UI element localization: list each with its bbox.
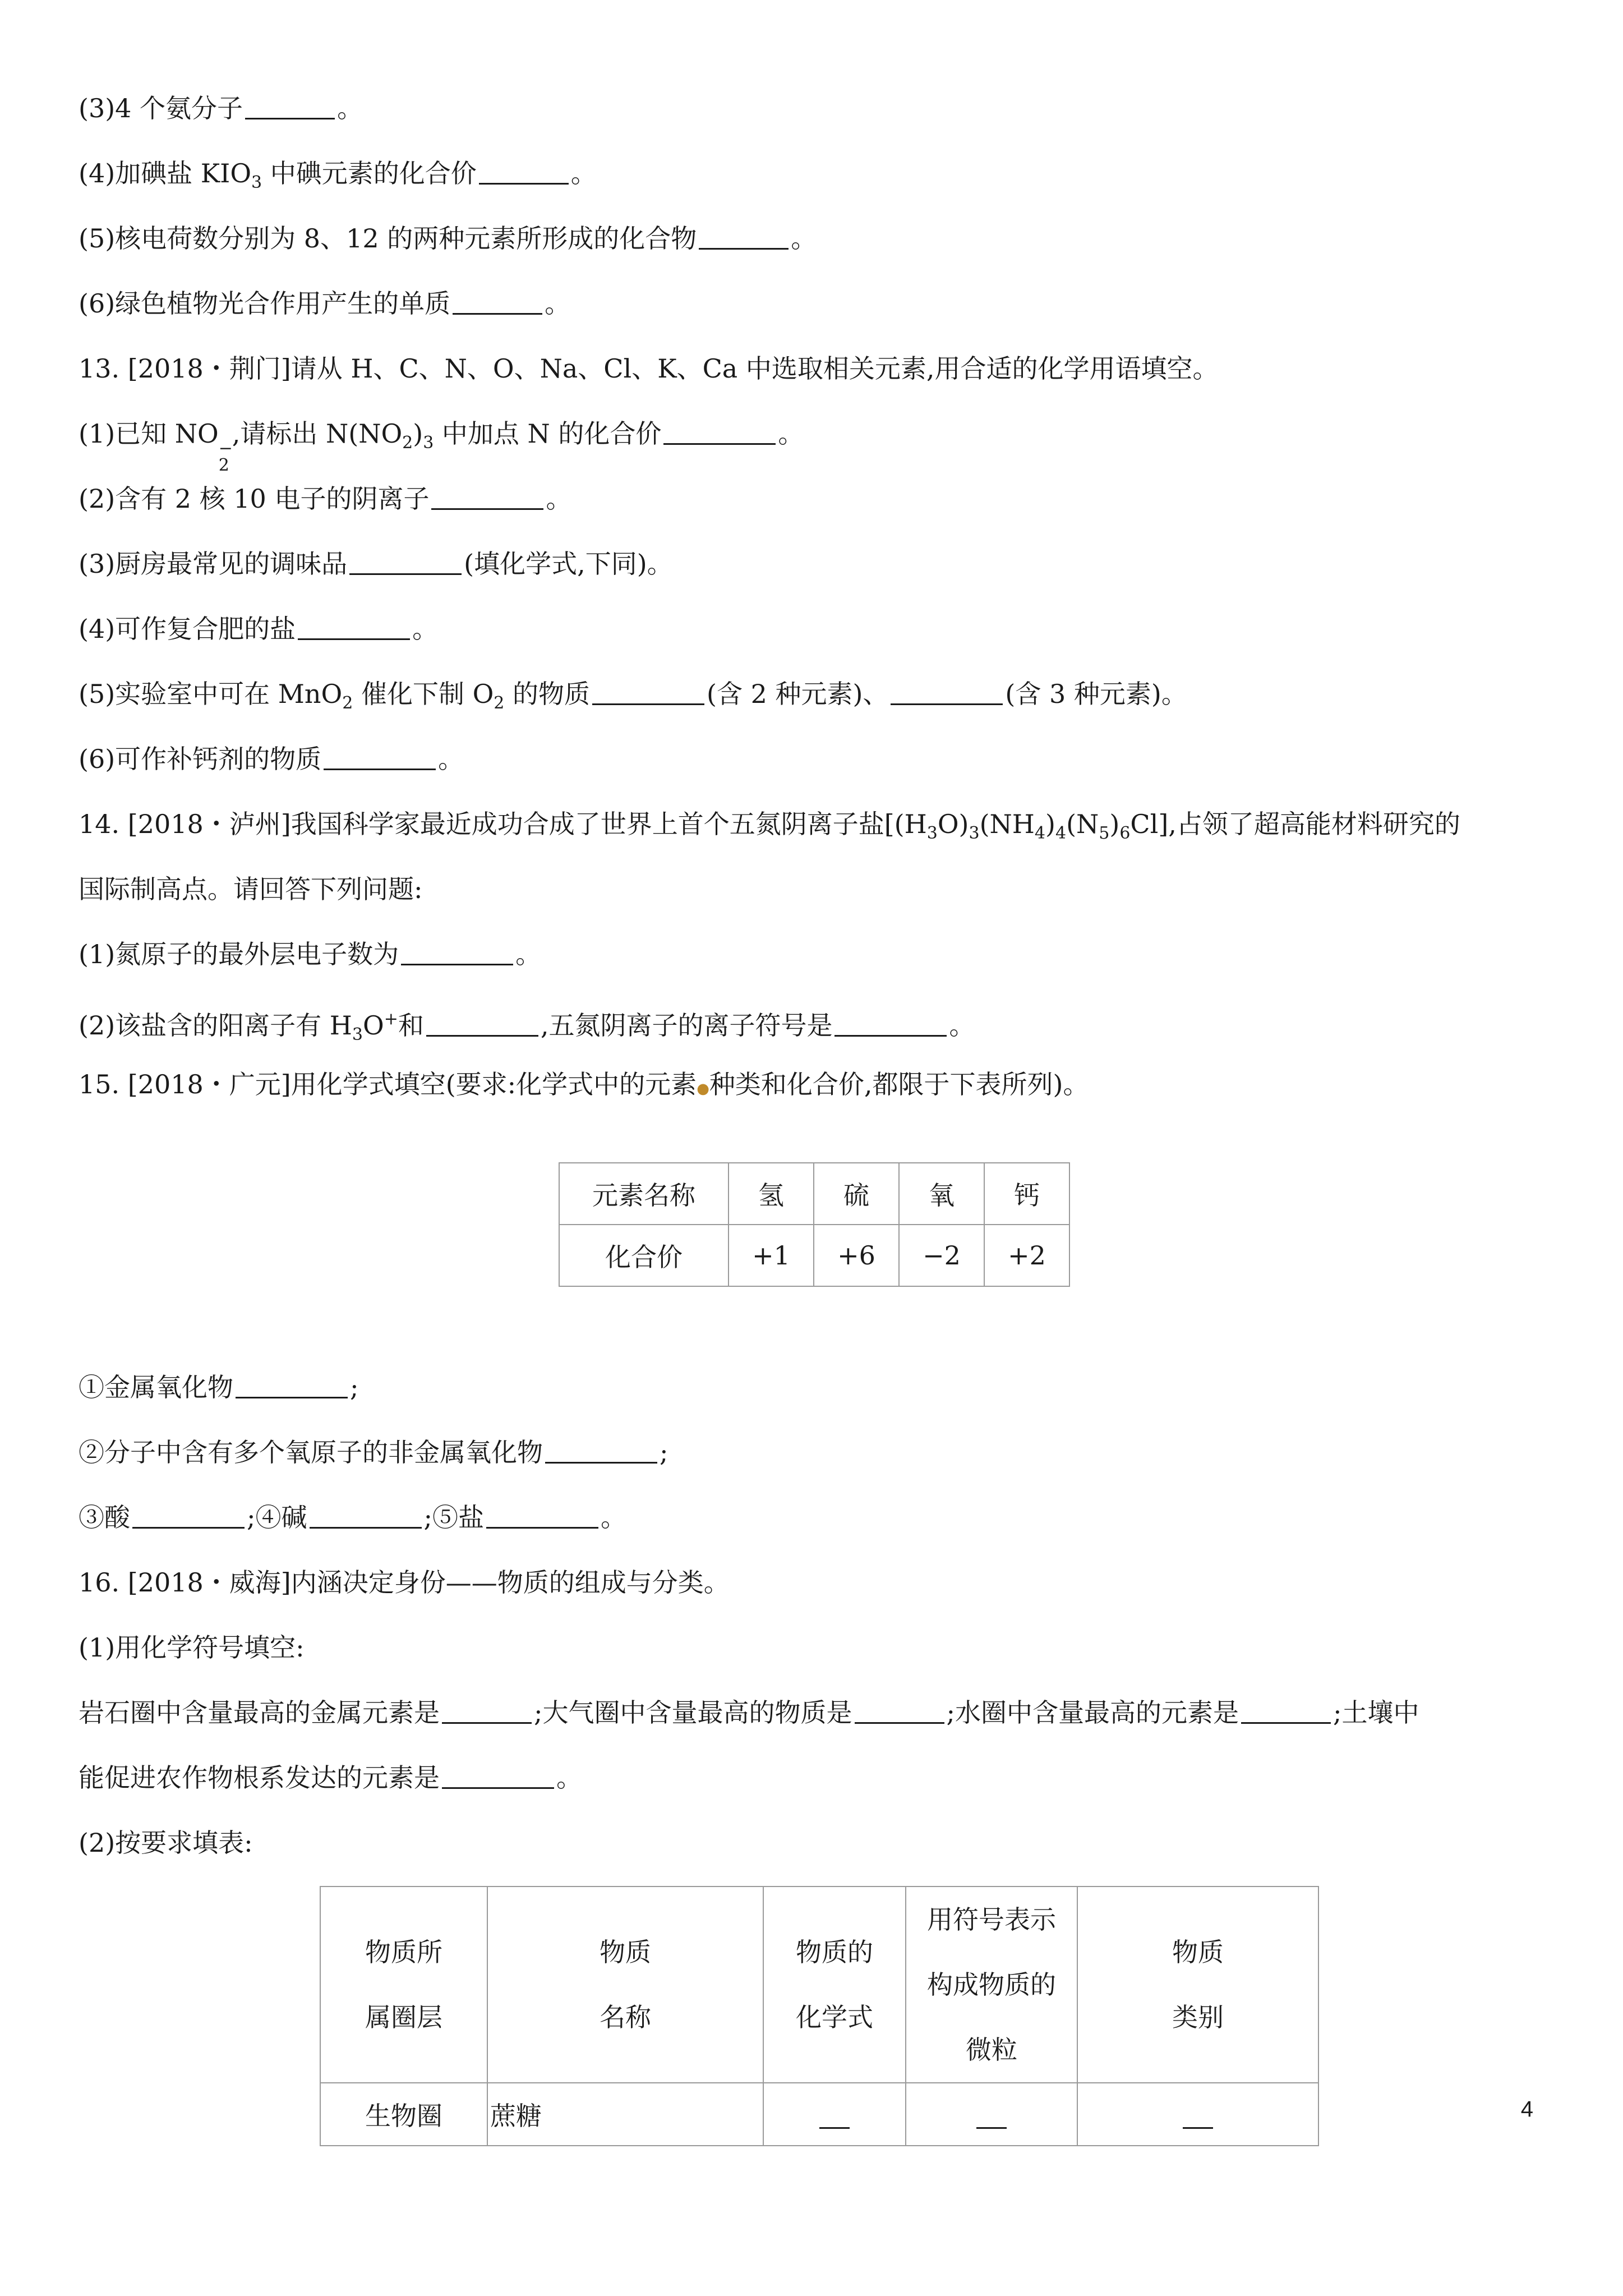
answer-blank[interactable] bbox=[442, 1765, 554, 1789]
q13-heading: 13. [2018・荆门]请从 H、C、N、O、Na、Cl、K、Ca 中选取相关元素,用合适的化学用语填空。 bbox=[79, 353, 1219, 384]
q16-part-1-line-2: 能促进农作物根系发达的元素是 。 bbox=[79, 1763, 582, 1793]
answer-blank[interactable] bbox=[236, 1374, 348, 1398]
answer-blank[interactable] bbox=[486, 1504, 598, 1529]
q16-part-1-line-1: 岩石圈中含量最高的金属元素是 ;大气圈中含量最高的物质是 ;水圈中含量最高的元素是 ;土壤中 bbox=[79, 1697, 1419, 1728]
answer-blank[interactable] bbox=[453, 291, 542, 315]
answer-blank[interactable] bbox=[855, 1700, 944, 1724]
q15-answer-2: ②分子中含有多个氧原子的非金属氧化物 ; bbox=[79, 1437, 668, 1467]
answer-blank[interactable] bbox=[132, 1504, 245, 1529]
answer-blank[interactable] bbox=[298, 616, 410, 640]
answer-blank[interactable] bbox=[324, 746, 436, 770]
answer-blank[interactable] bbox=[479, 160, 569, 185]
q13-item-6: (6)可作补钙剂的物质 。 bbox=[79, 744, 464, 774]
header-name: 物质 名称 bbox=[487, 1887, 763, 2083]
answer-blank[interactable] bbox=[442, 1700, 532, 1724]
q13-item-4: (4)可作复合肥的盐 。 bbox=[79, 614, 439, 644]
substance-table-header bbox=[320, 1887, 1318, 2083]
valence-table-row-values: 化合价 +1 +6 −2 +2 bbox=[559, 1225, 1069, 1286]
q12-item-3: (3)4 个氨分子 。 bbox=[79, 93, 363, 123]
answer-blank[interactable] bbox=[1241, 1700, 1331, 1724]
q12-item-6: (6)绿色植物光合作用产生的单质 。 bbox=[79, 288, 571, 319]
answer-blank[interactable] bbox=[431, 486, 543, 510]
answer-blank[interactable] bbox=[891, 681, 1003, 705]
q16-heading: 16. [2018・威海]内涵决定身份——物质的组成与分类。 bbox=[79, 1567, 730, 1598]
header-formula: 物质的 化学式 bbox=[763, 1887, 906, 2083]
header-category: 物质 类别 bbox=[1077, 1887, 1318, 2083]
q14-heading-line-2: 国际制高点。请回答下列问题: bbox=[79, 874, 423, 904]
header-sphere: 物质所 属圈层 bbox=[320, 1887, 487, 2083]
q12-item-4: (4)加碘盐 $KIO_3$ 中碘元素的化合价 。 bbox=[79, 158, 597, 192]
q13-item-3: (3)厨房最常见的调味品 (填化学式,下同)。 bbox=[79, 549, 673, 579]
valence-table bbox=[559, 1162, 1070, 1287]
q15-answer-1: ①金属氧化物 ; bbox=[79, 1372, 359, 1402]
q15-heading: 15. [2018・广元]用化学式填空(要求:化学式中的元素●种类和化合价,都限于下表所列)。 bbox=[79, 1069, 1089, 1099]
answer-blank[interactable] bbox=[976, 2116, 1007, 2129]
q16-part-1: (1)用化学符号填空: bbox=[79, 1632, 305, 1663]
q14-item-1: (1)氮原子的最外层电子数为 。 bbox=[79, 939, 542, 969]
q12-item-3-text: (3)4 个氨分子 bbox=[79, 93, 243, 123]
q12-item-5: (5)核电荷数分别为 8、12 的两种元素所形成的化合物 。 bbox=[79, 223, 817, 254]
answer-blank[interactable] bbox=[401, 941, 513, 965]
q14-item-2: (2)该盐含的阳离子有 $H_3O^+$和 ,五氮阴离子的离子符号是 。 bbox=[79, 1009, 975, 1045]
valence-table-row-names: 元素名称 氢 硫 氧 钙 bbox=[559, 1163, 1069, 1225]
answer-blank[interactable] bbox=[426, 1013, 538, 1037]
substance-table bbox=[320, 1886, 1319, 2146]
q13-item-2: (2)含有 2 核 10 电子的阴离子 。 bbox=[79, 484, 572, 514]
answer-blank[interactable] bbox=[349, 551, 462, 575]
stray-mark: ● bbox=[697, 1080, 709, 1097]
page-number: 4 bbox=[1520, 2097, 1533, 2122]
answer-blank[interactable] bbox=[545, 1439, 657, 1464]
q16-part-2: (2)按要求填表: bbox=[79, 1828, 253, 1858]
answer-blank[interactable] bbox=[834, 1013, 947, 1037]
answer-blank[interactable] bbox=[1183, 2116, 1213, 2129]
substance-table-row: 生物圈 蔗糖 bbox=[320, 2083, 1318, 2146]
answer-blank[interactable] bbox=[663, 421, 776, 445]
answer-blank[interactable] bbox=[245, 95, 335, 119]
answer-blank[interactable] bbox=[592, 681, 704, 705]
header-particle: 用符号表示 构成物质的 微粒 bbox=[906, 1887, 1077, 2083]
answer-blank[interactable] bbox=[819, 2116, 850, 2129]
answer-blank[interactable] bbox=[310, 1504, 422, 1529]
q13-item-5: (5)实验室中可在 MnO$_2$ 催化下制 $O_2$ 的物质 (含 2 种元素)、 (含 3 种元素)。 bbox=[79, 679, 1187, 713]
q15-answer-3: ③酸 ;④碱 ;⑤盐 。 bbox=[79, 1502, 626, 1533]
q14-heading: 14. [2018・泸州]我国科学家最近成功合成了世界上首个五氮阴离子盐$[(H_3O)_3(NH_4)_4(N_5)_6Cl]$,占领了超高能材料研究的 bbox=[79, 809, 1460, 843]
q13-item-1: (1)已知 NO − 2 ,请标出 $N(NO_2)_3$ 中加点 N 的化合价 。 bbox=[79, 418, 804, 475]
answer-blank[interactable] bbox=[699, 226, 789, 250]
